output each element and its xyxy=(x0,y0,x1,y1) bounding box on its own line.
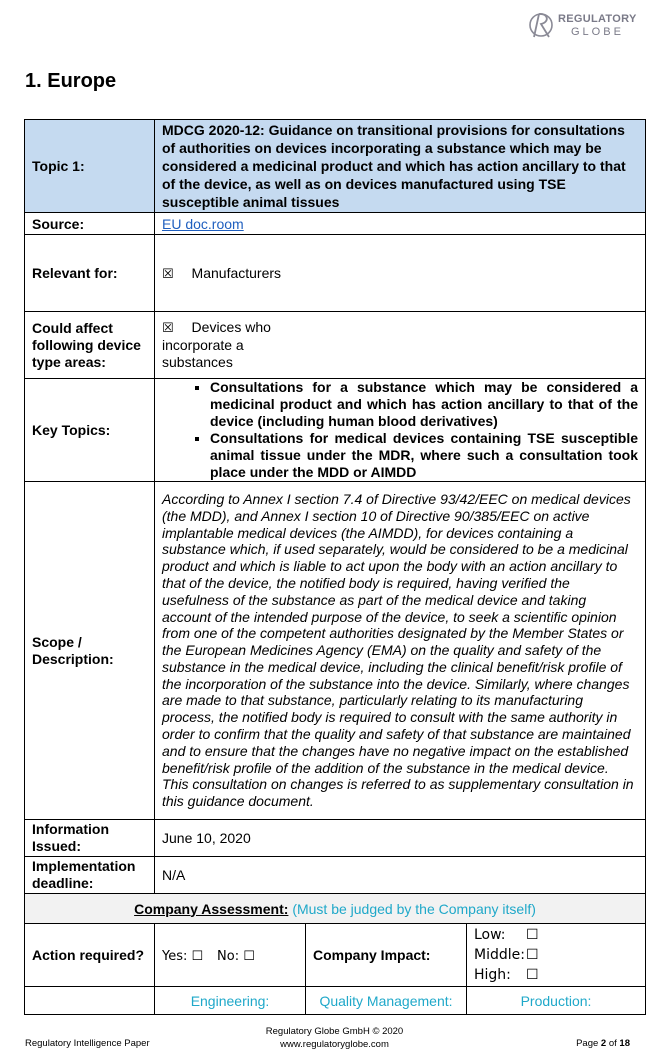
department-production: Production: xyxy=(467,987,646,1015)
deadline-value: N/A xyxy=(155,857,646,894)
assessment-title: Company Assessment: xyxy=(134,900,289,917)
globe-logo-icon xyxy=(528,10,556,40)
topic-label: Topic 1: xyxy=(25,120,155,213)
key-topics-label: Key Topics: xyxy=(25,379,155,482)
checked-box-icon[interactable]: ☒ xyxy=(162,266,174,282)
impact-high-label: High: xyxy=(474,967,511,983)
impact-low-checkbox[interactable]: ☐ xyxy=(526,927,539,943)
scope-label: Scope / Description: xyxy=(25,482,155,820)
affect-line1: Devices who xyxy=(191,319,271,335)
row-action xyxy=(25,924,646,987)
row-issued xyxy=(25,820,646,857)
row-topic xyxy=(25,120,646,213)
row-key-topics xyxy=(25,379,646,482)
company-impact-label: Company Impact: xyxy=(306,924,467,987)
key-topics-list xyxy=(162,379,638,481)
impact-middle-checkbox[interactable]: ☐ xyxy=(526,947,539,963)
affect-line2: incorporate a xyxy=(162,337,244,353)
affect-line3: substances xyxy=(162,354,233,370)
relevant-label: Relevant for: xyxy=(25,235,155,312)
impact-high-checkbox[interactable]: ☐ xyxy=(526,967,539,983)
row-source xyxy=(25,213,646,235)
footer-copyright: Regulatory Globe GmbH © 2020 xyxy=(265,1026,404,1037)
row-assessment xyxy=(25,894,646,924)
issued-label: Information Issued: xyxy=(25,820,155,857)
row-scope xyxy=(25,482,646,820)
company-logo xyxy=(528,10,638,42)
assessment-note: (Must be judged by the Company itself) xyxy=(292,900,536,917)
department-engineering: Engineering: xyxy=(155,987,306,1015)
row-affect xyxy=(25,312,646,379)
logo-text-globe: GLOBE xyxy=(571,26,624,38)
footer-company xyxy=(0,1025,669,1051)
issued-value: June 10, 2020 xyxy=(155,820,646,857)
department-quality-management: Quality Management: xyxy=(306,987,467,1015)
logo-text-regulatory: REGULATORY xyxy=(558,13,637,25)
affect-label: Could affect following device type areas: xyxy=(25,312,155,379)
footer-paper-title: Regulatory Intelligence Paper xyxy=(25,1038,150,1049)
source-link[interactable]: EU doc.room xyxy=(162,215,244,232)
relevant-value: Manufacturers xyxy=(191,264,282,281)
footer-website: www.regulatoryglobe.com xyxy=(280,1039,389,1050)
action-label: Action required? xyxy=(25,924,155,987)
row-departments xyxy=(25,987,646,1015)
row-relevant xyxy=(25,235,646,312)
footer-page-number: Page 2 of 18 xyxy=(576,1038,630,1049)
key-topic-item: ▪ Consultations for a substance which may be considered a medicinal product and which has action ancillary to that of the device (including human blood derivatives) xyxy=(210,379,638,430)
no-checkbox[interactable]: No: ☐ xyxy=(217,948,255,964)
topic-value: MDCG 2020-12: Guidance on transitional provisions for consultations of authorities on devices incorporating a substance which may be considered a medicinal product and which has action ancillary to that of the device, as well as on devices manufactured using TSE susceptible animal tissues xyxy=(155,120,646,213)
impact-low-label: Low: xyxy=(474,927,506,943)
yes-checkbox[interactable]: Yes: ☐ xyxy=(162,948,204,964)
impact-middle-label: Middle: xyxy=(474,947,525,963)
regulatory-table xyxy=(24,119,646,1015)
row-deadline xyxy=(25,857,646,894)
scope-value: According to Annex I section 7.4 of Directive 93/42/EEC on medical devices (the MDD), and Annex I section 10 of Directive 90/385/EEC on active implantable medical devices (the AIMDD), for devices containing a substance which, if used separately, would be considered to be a medicinal product and which is liable to act upon the body with an action ancillary to that of the device, the notified body is required, having verified the usefulness of the substance as part of the medical device and taking account of the intended purpose of the device, to seek a scientific opinion from one of the competent authorities designated by the Member States or the European Medicines Agency (EMA) on the quality and safety of the substance in the medical device, including the clinical benefit/risk profile of the incorporation of the substance into the device. Similarly, where changes are made to that substance, particularly relating to its manufacturing process, the notified body is required to consult with the same authority in order to confirm that the quality and safety of that substance are maintained and to ensure that the changes have no negative impact on the established benefit/risk profile of the addition of the substance in the medical device. This consultation on changes is referred to as supplementary consultation in this guidance document. xyxy=(155,482,646,820)
deadline-label: Implementation deadline: xyxy=(25,857,155,894)
checked-box-icon[interactable]: ☒ xyxy=(162,321,174,336)
source-label: Source: xyxy=(25,213,155,235)
section-heading: 1. Europe xyxy=(25,70,117,92)
key-topic-item: ▪ Consultations for medical devices containing TSE susceptible animal tissue under the MDR, where such a consultation took place under the MDD or AIMDD xyxy=(210,430,638,481)
